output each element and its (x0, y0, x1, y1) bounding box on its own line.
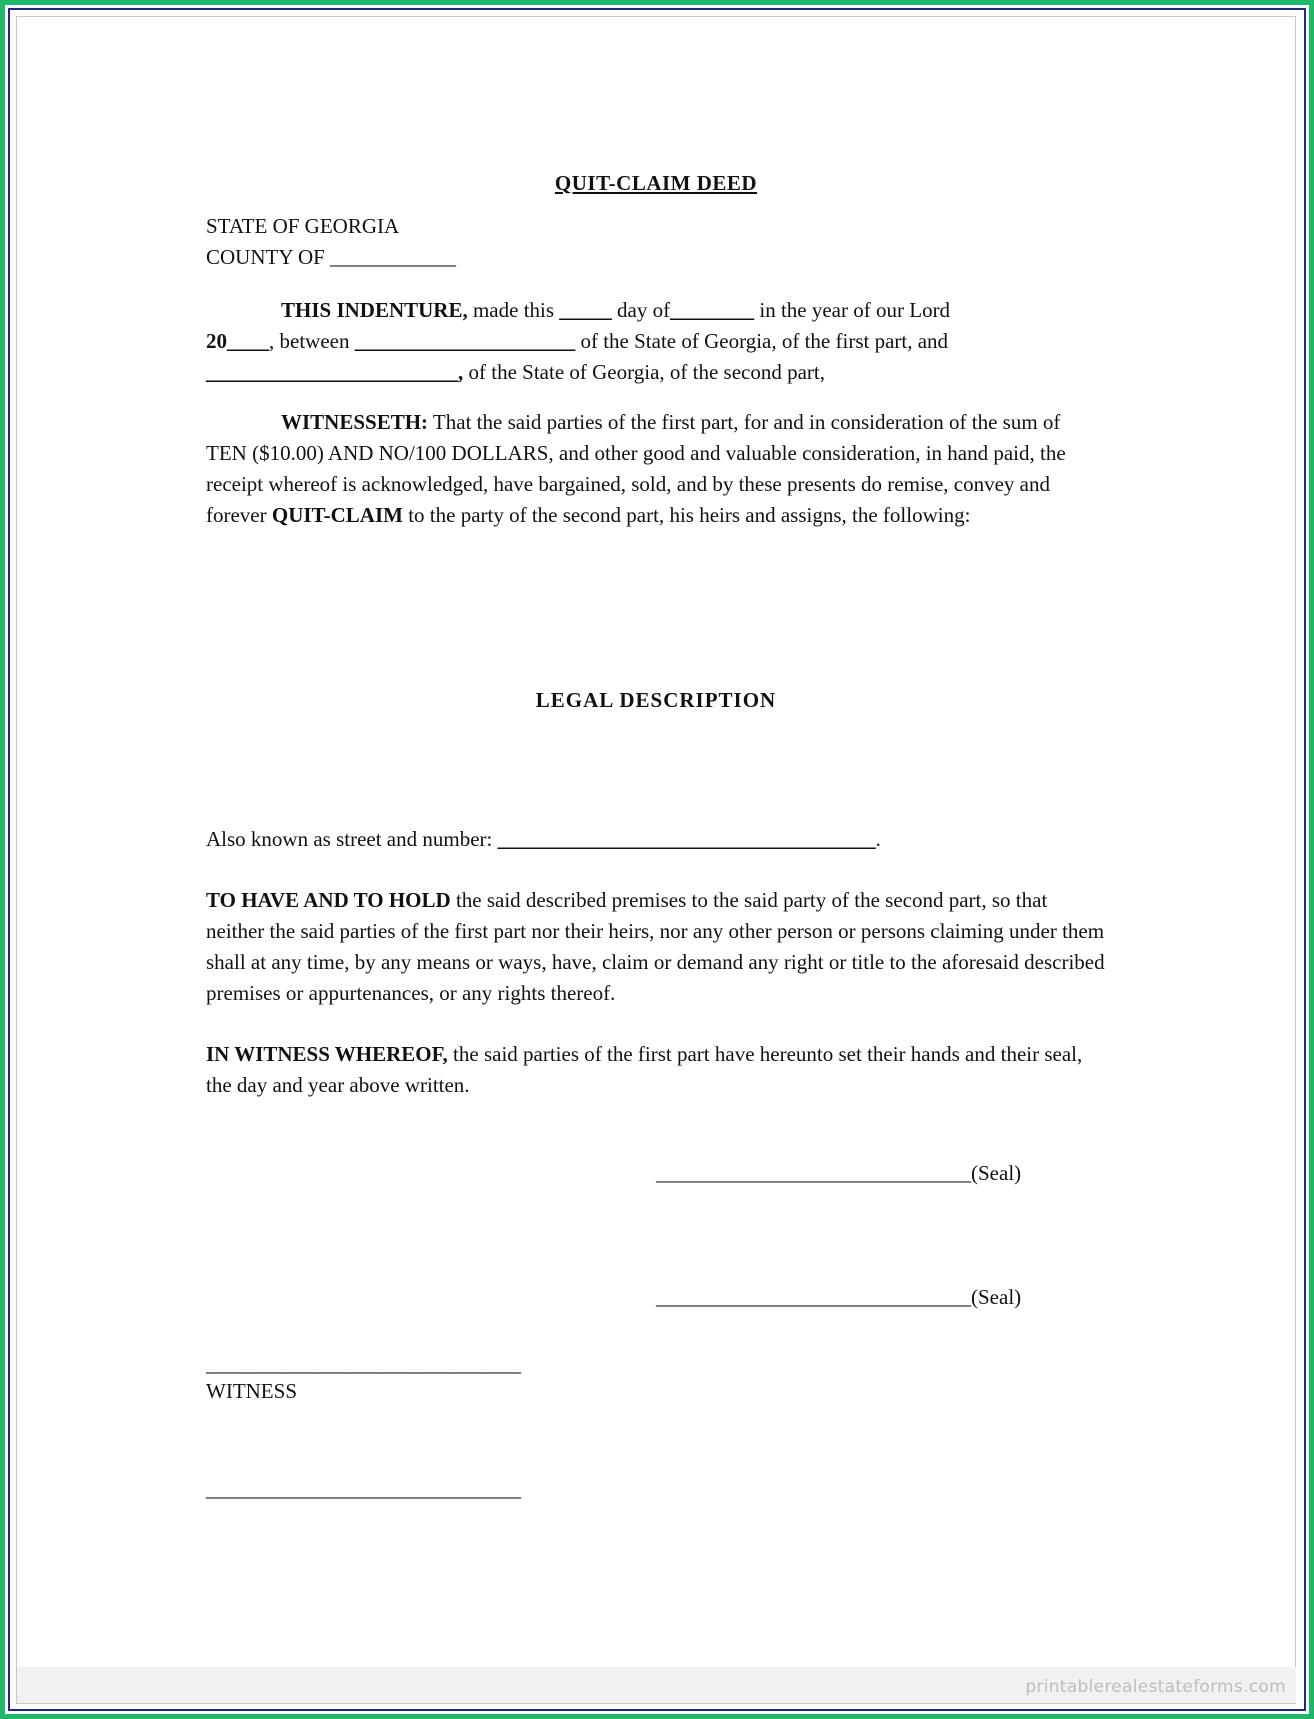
venue-block (206, 211, 1106, 273)
address-line (206, 824, 1106, 855)
habendum-paragraph (206, 885, 1106, 1009)
second-party-blank[interactable]: ________________________ (206, 360, 458, 384)
seal-signature-1[interactable]: ______________________________(Seal) (656, 1161, 1022, 1185)
indenture-lead: THIS INDENTURE, (281, 298, 468, 322)
state-line: STATE OF GEORGIA (206, 214, 400, 238)
county-line: COUNTY OF ____________ (206, 245, 457, 269)
document-title: QUIT-CLAIM DEED (554, 171, 758, 195)
in-witness-paragraph (206, 1039, 1106, 1101)
witness-signature-line[interactable]: ______________________________ (206, 1352, 521, 1376)
month-blank[interactable]: ________ (670, 298, 755, 322)
indenture-text: day of (611, 298, 671, 322)
indenture-paragraph (206, 295, 1106, 388)
indenture-text: in the year of our Lord (754, 298, 951, 322)
witnesseth-text: That the said parties of the first part, for and in consideration of the sum of TEN ($10.00) AND NO/100 DOLLARS, and other good and valuable consideration, in hand paid, the receipt whereof is acknowledged, have bargained, sold, and by these presents do remise, convey and forever (206, 410, 1066, 527)
indenture-comma: , (458, 360, 464, 384)
notary-signature-line[interactable]: ______________________________ (206, 1477, 521, 1501)
witnesseth-text: to the party of the second part, his heirs and assigns, the following: (402, 503, 971, 527)
habendum-lead: TO HAVE AND TO HOLD (206, 888, 451, 912)
year-prefix: 20 (206, 329, 227, 353)
address-blank[interactable]: ____________________________________ (497, 827, 876, 851)
address-label: Also known as street and number: (206, 827, 498, 851)
indenture-text: made this (467, 298, 560, 322)
seal-signature-2[interactable]: ______________________________(Seal) (656, 1285, 1022, 1309)
witnesseth-paragraph (206, 407, 1106, 531)
indenture-text: , between (269, 329, 355, 353)
address-end: . (875, 827, 881, 851)
witnesseth-lead: WITNESSETH: (281, 410, 429, 434)
day-blank[interactable]: _____ (559, 298, 612, 322)
habendum-text: the said described premises to the said party of the second part, so that neither the said parties of the first part nor their heirs, nor any other person or persons claiming under them shall at any time, by any means or ways, have, claim or demand any right or title to the aforesaid described premises or appurtenances, or any rights thereof. (206, 888, 1105, 1005)
in-witness-lead: IN WITNESS WHEREOF, (206, 1042, 448, 1066)
watermark-text: printablerealestateforms.com (1025, 1677, 1286, 1697)
indenture-text: of the State of Georgia, of the first part, and (575, 329, 949, 353)
first-party-blank[interactable]: _____________________ (354, 329, 576, 353)
year-blank[interactable]: ____ (227, 329, 269, 353)
legal-description-heading: LEGAL DESCRIPTION (535, 688, 777, 712)
quit-claim-bold: QUIT-CLAIM (271, 503, 403, 527)
witness-label: WITNESS (206, 1379, 297, 1403)
indenture-text: of the State of Georgia, of the second part, (463, 360, 825, 384)
in-witness-text: the said parties of the first part have hereunto set their hands and their seal, the day and year above written. (206, 1042, 1083, 1097)
